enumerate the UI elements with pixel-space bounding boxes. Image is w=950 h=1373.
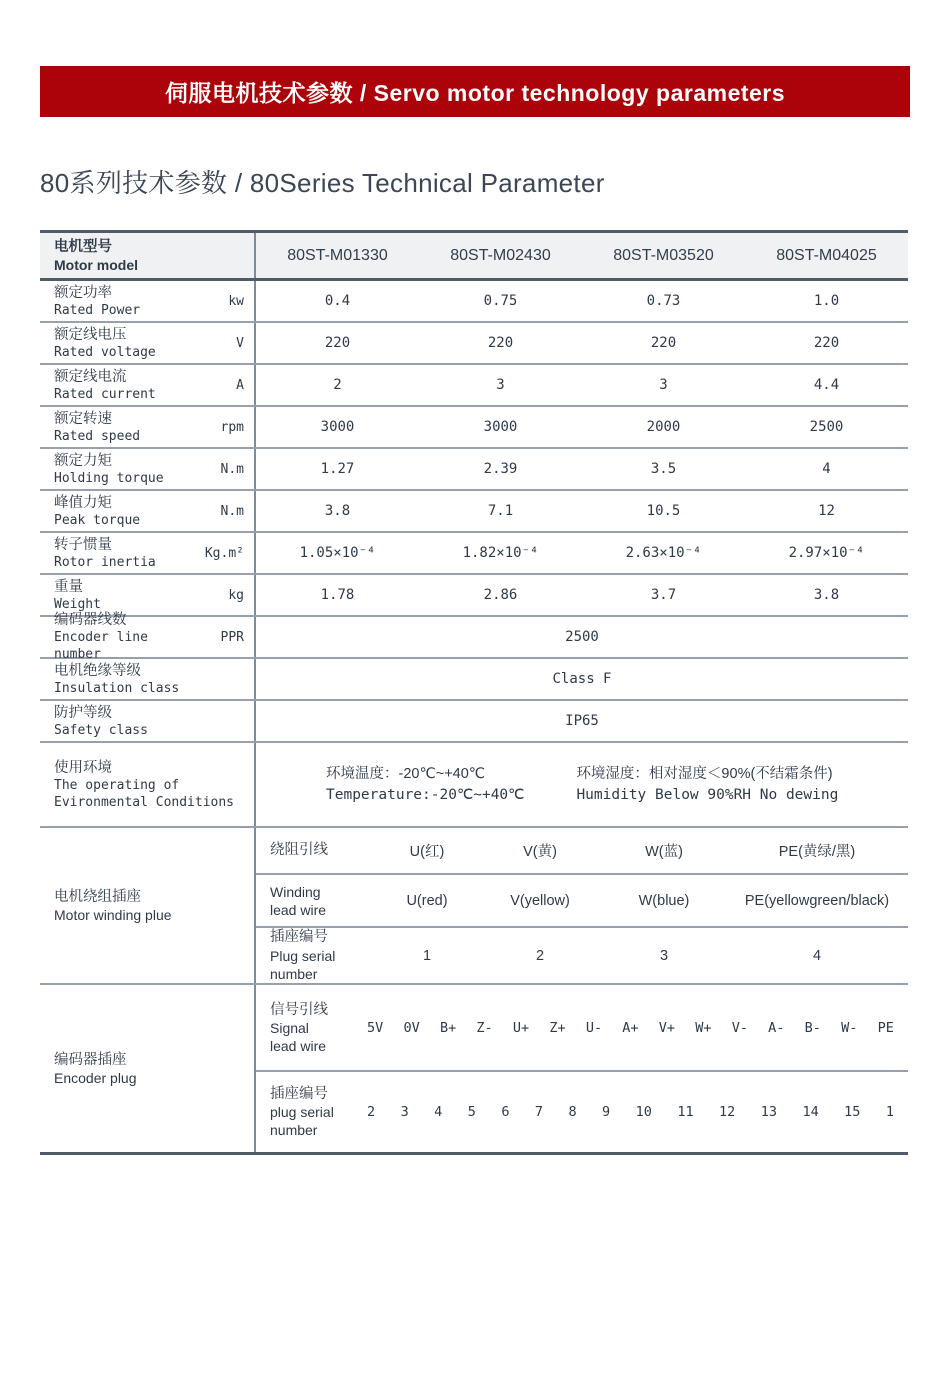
serial-pins	[361, 1104, 908, 1120]
row-label-cell	[40, 281, 256, 321]
model-name: 80ST-M03520	[613, 246, 714, 264]
cell-value: 4.4	[813, 377, 840, 393]
page	[0, 66, 950, 1373]
row-label-zh: 编码器线数	[54, 612, 127, 628]
temperature-zh: 环境温度：-20℃~+40℃	[326, 765, 486, 782]
row-label-en: The operating of	[54, 777, 180, 793]
row-unit: PPR	[220, 629, 244, 645]
signal-pin: 0V	[403, 1019, 420, 1036]
cell-value: 3.5	[650, 461, 677, 477]
serial-pin: 14	[802, 1104, 819, 1120]
encoder-signal-row	[256, 985, 908, 1072]
row-values	[256, 701, 908, 741]
row-label-zh: 额定力矩	[54, 452, 112, 469]
table-row-rated-current	[40, 365, 908, 407]
section-motor-winding-plug	[40, 828, 908, 985]
table-row-rated-speed	[40, 407, 908, 449]
cell-value: 1.27	[320, 461, 355, 477]
header-label-zh: 电机型号	[54, 238, 112, 255]
cell-value: 2	[333, 377, 342, 393]
subrow-label-zh: 信号引线	[270, 1001, 328, 1018]
cell-value: 1.78	[320, 587, 355, 603]
row-label-zh: 额定线电压	[54, 326, 127, 343]
cell-value: 220	[487, 335, 514, 351]
wire-v-zh: V(黄)	[523, 844, 557, 860]
temperature-block	[326, 764, 524, 806]
signal-pin: A+	[622, 1019, 639, 1036]
cell-value: 220	[324, 335, 351, 351]
table-row-rotor-inertia	[40, 533, 908, 575]
subrow-label-zh: 插座编号	[270, 1086, 328, 1102]
cell-value: 3000	[483, 419, 518, 435]
model-name: 80ST-M02430	[450, 246, 551, 264]
section-label-cell	[40, 985, 256, 1152]
row-label	[54, 326, 192, 361]
row-label-cell	[40, 701, 256, 741]
section-label-zh: 编码器插座	[54, 1051, 127, 1068]
section-encoder-plug	[40, 985, 908, 1152]
row-label-zh: 防护等级	[54, 704, 112, 721]
cell-value: 2.97×10⁻⁴	[788, 545, 865, 561]
table-row-environment	[40, 743, 908, 828]
cell-value: 3.7	[650, 587, 677, 603]
signal-pin: U-	[585, 1019, 603, 1036]
serial-pin: 5	[467, 1104, 476, 1120]
row-unit: kg	[228, 587, 244, 603]
winding-lead-wire-zh-row	[256, 828, 908, 875]
cell-value-span: Class F	[552, 671, 612, 687]
header-label	[54, 238, 254, 274]
cell-value: 3	[496, 377, 505, 393]
subrow-label-en: plug serial	[270, 1104, 334, 1120]
row-label-cell	[40, 612, 256, 662]
row-label-zh: 电机绝缘等级	[54, 662, 141, 679]
wire-pe-en: PE(yellowgreen/black)	[744, 892, 890, 909]
serial-pin: 8	[568, 1104, 577, 1120]
serial-pin: 6	[501, 1104, 510, 1120]
plug-serial-3: 3	[659, 947, 669, 964]
subrow-label	[256, 1001, 361, 1055]
row-label-cell	[40, 323, 256, 363]
row-unit: N.m	[220, 503, 244, 519]
signal-pin: B-	[804, 1019, 821, 1036]
cell-value: 3.8	[813, 587, 840, 603]
row-label-cell	[40, 743, 256, 826]
row-label	[54, 611, 192, 663]
row-label-cell	[40, 407, 256, 447]
cell-value: 1.0	[813, 293, 840, 309]
cell-value: 12	[818, 503, 835, 519]
row-label-cell	[40, 533, 256, 573]
subrow-label-zh: 插座编号	[270, 929, 328, 945]
row-label-cell	[40, 449, 256, 489]
spec-table	[40, 230, 908, 1155]
row-values	[256, 659, 908, 699]
row-values	[256, 407, 908, 447]
serial-pin: 4	[434, 1104, 443, 1120]
plug-serial-1: 1	[422, 947, 432, 964]
row-values	[256, 365, 908, 405]
row-label-en: Safety class	[54, 722, 148, 738]
signal-pin: U+	[512, 1019, 530, 1036]
cell-value: 7.1	[487, 503, 514, 519]
row-label-en: Insulation class	[54, 680, 180, 696]
signal-pin: 5V	[367, 1019, 384, 1036]
header-label-cell	[40, 233, 256, 278]
cell-value: 1.82×10⁻⁴	[462, 545, 539, 561]
row-label-en: Rated speed	[54, 428, 141, 444]
cell-value: 2500	[809, 419, 844, 435]
row-label	[54, 662, 192, 697]
temperature-en: Temperature:-20℃~+40℃	[326, 786, 525, 803]
table-row-safety-class	[40, 701, 908, 743]
row-label	[54, 494, 192, 529]
subrow-label-en: lead wire	[270, 901, 327, 918]
row-values	[256, 575, 908, 615]
banner	[40, 66, 910, 117]
winding-subrows	[256, 828, 908, 983]
row-values	[256, 533, 908, 573]
row-unit: N.m	[220, 461, 244, 477]
row-label-cell	[40, 491, 256, 531]
model-name: 80ST-M01330	[287, 246, 388, 264]
wire-v-en: V(yellow)	[510, 892, 570, 909]
row-label-en: Weight	[54, 596, 101, 612]
row-label-cell	[40, 575, 256, 615]
cell-value: 1.05×10⁻⁴	[299, 545, 376, 561]
signal-pin: W+	[695, 1019, 712, 1036]
row-label-en: Encoder line number	[54, 630, 148, 662]
row-label-zh: 重量	[54, 578, 83, 595]
cell-value: 3.8	[324, 503, 351, 519]
row-label-zh: 额定线电流	[54, 368, 127, 385]
humidity-en: Humidity Below 90%RH No dewing	[576, 786, 839, 803]
row-unit: rpm	[220, 419, 244, 435]
subrow-label-zh: 绕阻引线	[270, 842, 328, 858]
row-label-cell	[40, 659, 256, 699]
subrow-label	[256, 1085, 361, 1139]
subrow-label-en: number	[270, 966, 318, 982]
row-label-en: Holding torque	[54, 470, 164, 486]
row-label	[54, 368, 192, 403]
serial-pin: 11	[677, 1104, 694, 1120]
signal-pin: B+	[439, 1019, 457, 1036]
row-values	[256, 323, 908, 363]
subrow-label-en: Signal	[270, 1019, 309, 1036]
serial-pin: 7	[534, 1104, 544, 1120]
signal-pin: A-	[768, 1019, 785, 1036]
cell-value-span: 2500	[565, 629, 599, 645]
table-row-holding-torque	[40, 449, 908, 491]
header-models	[256, 233, 908, 278]
subrow-label-en: lead wire	[270, 1037, 327, 1054]
serial-pin: 12	[719, 1104, 736, 1120]
model-name: 80ST-M04025	[776, 246, 877, 264]
subrow-label	[256, 928, 376, 983]
row-label	[54, 536, 192, 571]
row-label	[54, 452, 192, 487]
table-row-rated-voltage	[40, 323, 908, 365]
cell-value: 0.75	[483, 293, 518, 309]
subrow-label-en: number	[270, 1122, 318, 1138]
wire-pe-zh: PE(黄绿/黑)	[778, 844, 856, 860]
plug-serial-2: 2	[535, 947, 545, 964]
environment-values	[256, 743, 908, 826]
row-label-en: Rated Power	[54, 302, 141, 318]
wire-u-en: U(red)	[406, 892, 448, 909]
serial-pin: 1	[885, 1104, 894, 1120]
cell-value: 220	[650, 335, 677, 351]
row-unit: A	[236, 377, 244, 393]
row-label	[54, 578, 192, 613]
row-label	[54, 284, 192, 319]
cell-value: 220	[813, 335, 840, 351]
serial-pin: 10	[635, 1104, 652, 1120]
table-row-insulation-class	[40, 659, 908, 701]
row-unit: kw	[228, 293, 244, 309]
row-label	[54, 410, 192, 445]
row-label-zh: 使用环境	[54, 759, 112, 776]
cell-value: 3000	[320, 419, 355, 435]
cell-value: 0.73	[646, 293, 681, 309]
encoder-subrows	[256, 985, 908, 1152]
cell-value: 2000	[646, 419, 681, 435]
row-label-cell	[40, 365, 256, 405]
serial-pin: 9	[602, 1104, 611, 1120]
row-label-en: Evironmental Conditions	[54, 794, 235, 810]
section-label-en: Encoder plug	[54, 1069, 137, 1086]
subrow-label	[256, 883, 376, 919]
cell-value: 2.39	[483, 461, 518, 477]
signal-pin: V-	[731, 1019, 748, 1036]
serial-pin: 13	[760, 1104, 777, 1120]
wire-w-en: W(blue)	[638, 892, 690, 909]
row-label-zh: 额定转速	[54, 410, 112, 427]
row-values	[256, 491, 908, 531]
row-values	[256, 617, 908, 657]
row-unit: V	[236, 335, 244, 351]
row-label	[54, 759, 254, 811]
cell-value: 2.63×10⁻⁴	[625, 545, 702, 561]
row-label-zh: 转子惯量	[54, 536, 112, 553]
row-unit: Kg.m²	[204, 545, 244, 561]
signal-pin: Z+	[549, 1019, 566, 1036]
cell-value: 2.86	[483, 587, 518, 603]
humidity-zh: 环境湿度：相对湿度＜90%(不结霜条件)	[576, 765, 833, 782]
header-label-en: Motor model	[54, 256, 138, 273]
winding-plug-serial-row	[256, 928, 908, 983]
row-label-en: Rated voltage	[54, 344, 156, 360]
cell-value: 0.4	[324, 293, 351, 309]
banner-title: 伺服电机技术参数 / Servo motor technology parameters	[164, 80, 786, 106]
signal-pins	[361, 1020, 908, 1036]
page-title: 80系列技术参数 / 80Series Technical Parameter	[40, 168, 605, 198]
plug-serial-4: 4	[812, 947, 822, 964]
row-label-en: Rated current	[54, 386, 156, 402]
cell-value: 4	[822, 461, 831, 477]
row-label	[54, 704, 192, 739]
row-label-zh: 峰值力矩	[54, 494, 112, 511]
serial-pin: 2	[367, 1104, 376, 1120]
signal-pin: W-	[841, 1019, 858, 1036]
section-label-en: Motor winding plue	[54, 906, 172, 923]
row-label-en: Peak torque	[54, 512, 141, 528]
winding-lead-wire-en-row	[256, 875, 908, 928]
cell-value: 3	[659, 377, 668, 393]
encoder-serial-row	[256, 1072, 908, 1152]
wire-u-zh: U(红)	[409, 844, 445, 860]
table-row-peak-torque	[40, 491, 908, 533]
table-row-rated-power	[40, 281, 908, 323]
section-label-cell	[40, 828, 256, 983]
serial-pin: 3	[400, 1104, 409, 1120]
cell-value-span: IP65	[565, 713, 599, 729]
row-label-zh: 额定功率	[54, 284, 112, 301]
signal-pin: Z-	[476, 1019, 493, 1036]
row-values	[256, 449, 908, 489]
table-header-row	[40, 233, 908, 281]
subrow-label-en: Winding	[270, 883, 321, 900]
table-row-encoder-line-number	[40, 612, 908, 662]
signal-pin: V+	[658, 1019, 676, 1036]
row-values	[256, 281, 908, 321]
cell-value: 10.5	[646, 503, 681, 519]
subrow-label-en: Plug serial	[270, 948, 336, 964]
subrow-label	[256, 841, 376, 860]
row-label-en: Rotor inertia	[54, 554, 156, 570]
section-label-zh: 电机绕组插座	[54, 888, 141, 905]
humidity-block	[576, 764, 838, 806]
wire-w-zh: W(蓝)	[645, 844, 683, 860]
signal-pin: PE	[877, 1019, 894, 1036]
serial-pin: 15	[844, 1104, 861, 1120]
